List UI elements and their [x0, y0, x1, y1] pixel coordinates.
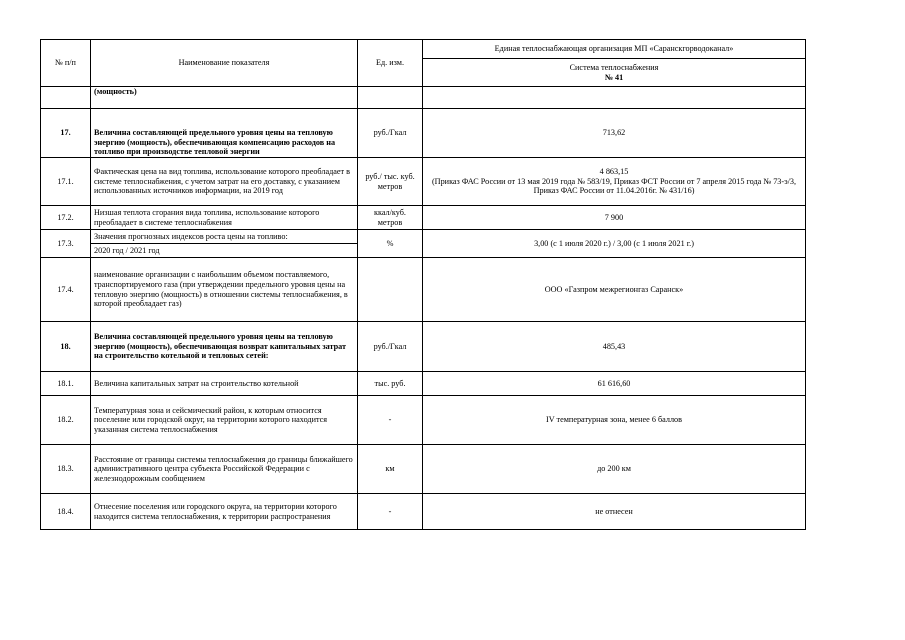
row-name: Фактическая цена на вид топлива, использование которого преобладает в системе теплоснабжения, с учетом затрат на его доставку, с указанием использованных источников информации, на 2019 год: [91, 158, 358, 206]
row-num: 17.2.: [41, 206, 91, 230]
header-system-line1: Система теплоснабжения: [569, 62, 659, 72]
row-name: Величина капитальных затрат на строительство котельной: [91, 372, 358, 396]
table-row: [41, 109, 806, 158]
row-name-sub: 2020 год / 2021 год: [91, 244, 358, 258]
row-unit: -: [358, 494, 423, 530]
row-num: 17.1.: [41, 158, 91, 206]
row-value: 3,00 (с 1 июля 2020 г.) / 3,00 (с 1 июля 2021 г.): [423, 230, 806, 258]
row-value: не отнесен: [423, 494, 806, 530]
row-value: 4 863,15 (Приказ ФАС России от 13 мая 2019 года № 583/19, Приказ ФСТ России от 7 апреля 2015 года № 73-э/3, Приказ ФАС России от 11.04.2016г. № 431/16): [423, 158, 806, 206]
row-num: 18.4.: [41, 494, 91, 530]
row-value: до 200 км: [423, 445, 806, 494]
row-num: 17.: [41, 109, 91, 158]
table-row: [41, 258, 806, 322]
table-row: [41, 445, 806, 494]
row-unit: руб./Гкал: [358, 322, 423, 372]
row-num: 18.: [41, 322, 91, 372]
row-unit: [358, 258, 423, 322]
row-value: 713,62: [423, 109, 806, 158]
header-unit: Ед. изм.: [358, 40, 423, 87]
row-unit: руб./ тыс. куб. метров: [358, 158, 423, 206]
row-num: 18.3.: [41, 445, 91, 494]
row-unit: руб./Гкал: [358, 109, 423, 158]
header-name: Наименование показателя: [91, 40, 358, 87]
table-row: [41, 206, 806, 230]
row-unit: тыс. руб.: [358, 372, 423, 396]
row-num: 17.4.: [41, 258, 91, 322]
table-row: [41, 87, 806, 109]
row-unit: -: [358, 396, 423, 445]
row-name: (мощность): [91, 87, 358, 109]
row-name: Температурная зона и сейсмический район, к которым относится поселение или городской округ, на территории которого находится указанная система теплоснабжения: [91, 396, 358, 445]
row-num: 18.2.: [41, 396, 91, 445]
row-name: Отнесение поселения или городского округа, на территории которого находится система теплоснабжения, к территории распространения: [91, 494, 358, 530]
row-name: Величина составляющей предельного уровня цены на тепловую энергию (мощность), обеспечивающая компенсацию расходов на топливо при производстве тепловой энергии: [91, 109, 358, 158]
row-value: 7 900: [423, 206, 806, 230]
row-num: 17.3.: [41, 230, 91, 258]
row-unit: %: [358, 230, 423, 258]
header-org: Единая теплоснабжающая организация МП «Саранскгорводоканал»: [423, 40, 806, 59]
row-num: [41, 87, 91, 109]
table-row: [41, 322, 806, 372]
row-value: ООО «Газпром межрегионгаз Саранск»: [423, 258, 806, 322]
tariff-table: [40, 39, 806, 530]
row-unit: км: [358, 445, 423, 494]
row-name: Расстояние от границы системы теплоснабжения до границы ближайшего административного центра субъекта Российской Федерации с железнодорожным сообщением: [91, 445, 358, 494]
table-row: [41, 230, 806, 244]
header-row-1: [41, 40, 806, 59]
table-row: [41, 372, 806, 396]
table-row: [41, 158, 806, 206]
row-value: 485,43: [423, 322, 806, 372]
table-row: [41, 494, 806, 530]
table-row: [41, 396, 806, 445]
row-unit: ккал/куб. метров: [358, 206, 423, 230]
header-num: № п/п: [41, 40, 91, 87]
row-name: наименование организации с наибольшим объемом поставляемого, транспортируемого газа (при утверждении предельного уровня цены на тепловую энергию (мощность) в отношении системы теплоснабжения, в которой преобладает газ): [91, 258, 358, 322]
row-value: 61 616,60: [423, 372, 806, 396]
row-num: 18.1.: [41, 372, 91, 396]
row-value: [423, 87, 806, 109]
header-system-line2: № 41: [604, 72, 624, 82]
row-name: Величина составляющей предельного уровня цены на тепловую энергию (мощность), обеспечивающая возврат капитальных затрат на строительство котельной и тепловых сетей:: [91, 322, 358, 372]
row-name: Низшая теплота сгорания вида топлива, использование которого преобладает в системе теплоснабжения: [91, 206, 358, 230]
header-system: [423, 59, 806, 87]
row-value: IV температурная зона, менее 6 баллов: [423, 396, 806, 445]
row-name: Значения прогнозных индексов роста цены на топливо:: [91, 230, 358, 244]
row-unit: [358, 87, 423, 109]
